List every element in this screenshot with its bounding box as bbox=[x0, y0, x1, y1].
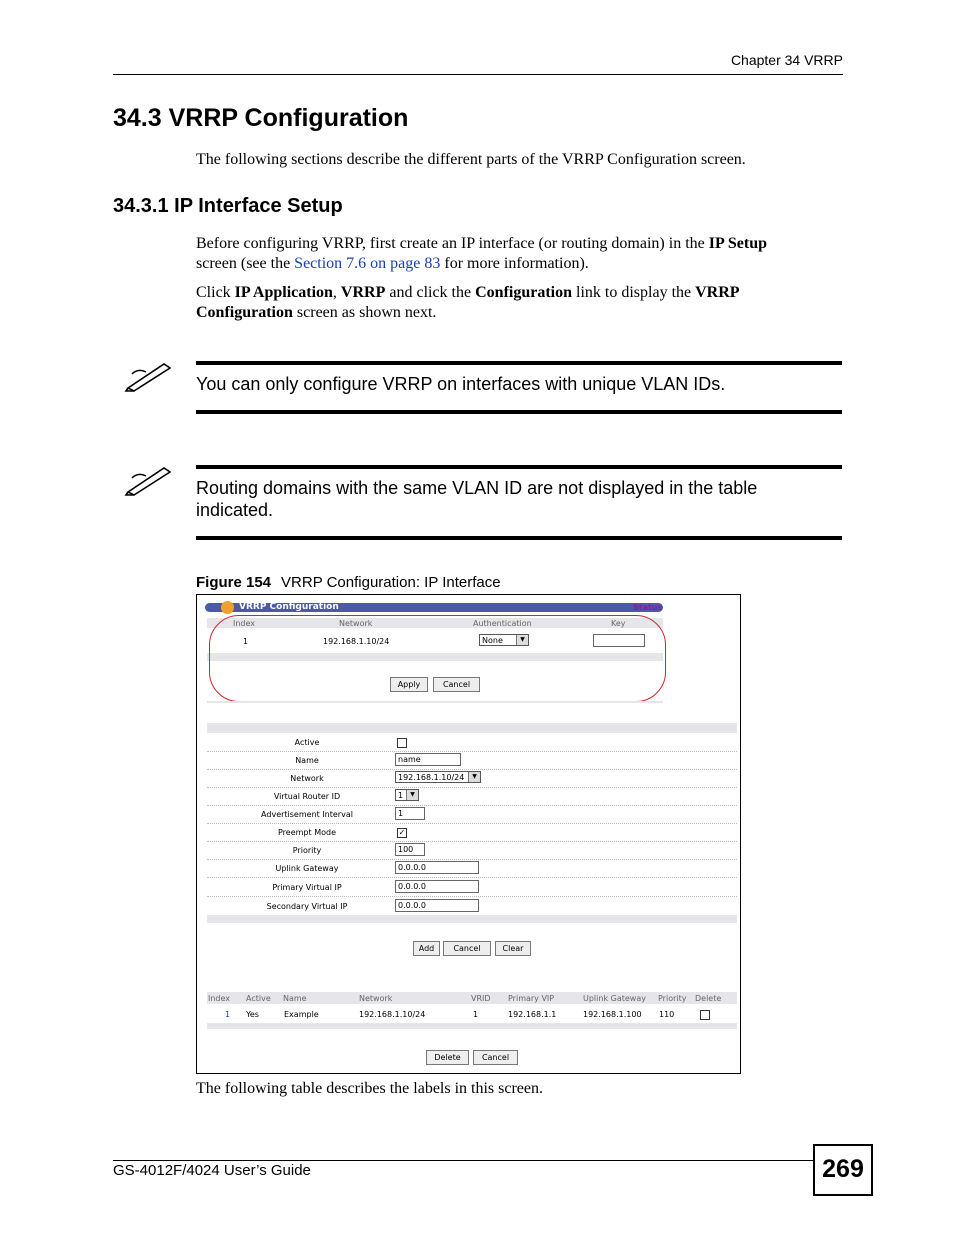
col-uplink: Uplink Gateway bbox=[583, 994, 646, 1003]
name-label: Name bbox=[295, 756, 319, 765]
network-select[interactable] bbox=[395, 771, 481, 783]
footer-rule bbox=[113, 1160, 813, 1161]
text: screen (see the bbox=[196, 255, 295, 272]
note-pen-icon bbox=[124, 360, 174, 392]
after-figure-text: The following table describes the labels in this screen. bbox=[196, 1080, 544, 1097]
row-uplink: 192.168.1.100 bbox=[583, 1010, 642, 1019]
primary-vip-input[interactable]: 0.0.0.0 bbox=[395, 880, 479, 893]
primary-vip-label: Primary Virtual IP bbox=[272, 883, 342, 892]
name-input[interactable]: name bbox=[395, 753, 461, 766]
intro-paragraph: The following sections describe the different parts of the VRRP Configuration screen. bbox=[196, 151, 746, 168]
bold-term: Configuration bbox=[196, 304, 293, 321]
uplink-label: Uplink Gateway bbox=[275, 864, 339, 873]
row-network bbox=[207, 769, 737, 788]
bold-term: IP Application bbox=[234, 284, 333, 301]
note-top-rule bbox=[196, 361, 842, 365]
row-vrid: 1 bbox=[473, 1010, 479, 1019]
apply-button[interactable]: Apply bbox=[390, 677, 428, 692]
text: , bbox=[332, 284, 341, 301]
uplink-input[interactable]: 0.0.0.0 bbox=[395, 861, 479, 874]
row-primary-vip: 192.168.1.1 bbox=[508, 1010, 557, 1019]
running-header: Chapter 34 VRRP bbox=[730, 52, 843, 68]
col-delete: Delete bbox=[695, 994, 722, 1003]
row-adv-interval bbox=[207, 805, 737, 824]
vrid-select[interactable] bbox=[395, 789, 419, 801]
row-name: Example bbox=[284, 1010, 319, 1019]
preempt-checkbox[interactable]: ✓ bbox=[398, 828, 406, 837]
select-value: None bbox=[482, 636, 503, 645]
active-checkbox[interactable] bbox=[397, 738, 407, 748]
priority-label: Priority bbox=[292, 846, 322, 855]
section-title: 34.3 VRRP Configuration bbox=[113, 104, 409, 132]
row-active bbox=[207, 733, 737, 752]
bold-term: Configuration bbox=[475, 284, 573, 301]
active-label: Active bbox=[294, 738, 320, 747]
col-active: Active bbox=[246, 994, 271, 1003]
delete-button[interactable]: Delete bbox=[426, 1050, 469, 1065]
cancel-button[interactable]: Cancel bbox=[443, 941, 491, 956]
section-link[interactable]: Section 7.6 on page 83 bbox=[294, 255, 441, 272]
paragraph-ip-setup bbox=[196, 234, 836, 274]
chevron-down-icon: ▼ bbox=[406, 790, 418, 800]
vrrp-screenshot bbox=[196, 594, 741, 1074]
row-preempt bbox=[207, 823, 737, 842]
delete-checkbox[interactable] bbox=[700, 1010, 710, 1020]
row-primary-vip bbox=[207, 878, 737, 897]
vrid-label: Virtual Router ID bbox=[273, 792, 341, 801]
note-bottom-rule bbox=[196, 536, 842, 540]
text: Before configuring VRRP, first create an IP interface (or routing domain) in the bbox=[196, 235, 709, 252]
col-authentication: Authentication bbox=[473, 619, 532, 628]
form-footer bbox=[207, 915, 737, 923]
col-priority: Priority bbox=[658, 994, 687, 1003]
figure-caption bbox=[196, 574, 501, 591]
col-primary-vip: Primary VIP bbox=[508, 994, 555, 1003]
figure-label: Figure 154 bbox=[196, 574, 272, 591]
secondary-vip-label: Secondary Virtual IP bbox=[266, 902, 348, 911]
col-index: Index bbox=[233, 619, 256, 628]
select-value: 192.168.1.10/24 bbox=[398, 773, 465, 782]
cancel-button[interactable]: Cancel bbox=[433, 677, 480, 692]
divider bbox=[207, 701, 663, 703]
preempt-label: Preempt Mode bbox=[278, 828, 336, 837]
note-text: Routing domains with the same VLAN ID are not displayed in the table indicated. bbox=[196, 478, 758, 520]
row-priority bbox=[207, 841, 737, 860]
text: and click the bbox=[385, 284, 476, 301]
col-vrid: VRID bbox=[471, 994, 491, 1003]
subsection-title: 34.3.1 IP Interface Setup bbox=[113, 195, 343, 217]
form-header bbox=[207, 723, 737, 733]
text: screen as shown next. bbox=[292, 304, 437, 321]
chevron-down-icon: ▼ bbox=[516, 635, 528, 645]
paragraph-click bbox=[196, 283, 836, 323]
add-button[interactable]: Add bbox=[413, 941, 440, 956]
text: for more information). bbox=[440, 255, 589, 272]
status-link[interactable]: Status bbox=[633, 603, 663, 612]
secondary-vip-input[interactable]: 0.0.0.0 bbox=[395, 899, 479, 912]
bold-term: VRRP bbox=[695, 284, 740, 301]
title-bullet-icon bbox=[221, 601, 234, 614]
screen-title: VRRP Configuration bbox=[239, 602, 339, 612]
row-secondary-vip bbox=[207, 897, 737, 916]
note-text: You can only configure VRRP on interfaces with unique VLAN IDs. bbox=[196, 374, 726, 394]
note-pen-icon bbox=[124, 464, 174, 496]
text: Click bbox=[196, 284, 235, 301]
header-rule bbox=[113, 74, 843, 75]
row-vrid bbox=[207, 787, 737, 806]
bold-term: IP Setup bbox=[708, 235, 767, 252]
bold-term: VRRP bbox=[340, 284, 386, 301]
priority-input[interactable]: 100 bbox=[395, 843, 425, 856]
note-top-rule bbox=[196, 465, 842, 469]
col-key: Key bbox=[611, 619, 626, 628]
col-name: Name bbox=[283, 994, 307, 1003]
adv-interval-label: Advertisement Interval bbox=[261, 810, 353, 819]
row-index: 1 bbox=[243, 637, 249, 646]
footer-guide-title: GS-4012F/4024 User’s Guide bbox=[113, 1162, 311, 1179]
cancel-button[interactable]: Cancel bbox=[473, 1050, 518, 1065]
select-value: 1 bbox=[398, 791, 404, 800]
highlight-oval bbox=[209, 615, 666, 702]
network-label: Network bbox=[290, 774, 324, 783]
text: link to display the bbox=[572, 284, 696, 301]
row-priority: 110 bbox=[659, 1010, 675, 1019]
col-network: Network bbox=[359, 994, 393, 1003]
page-number: 269 bbox=[813, 1144, 873, 1196]
clear-button[interactable]: Clear bbox=[495, 941, 531, 956]
row-network: 192.168.1.10/24 bbox=[359, 1010, 426, 1019]
divider bbox=[207, 1023, 737, 1029]
row-active: Yes bbox=[246, 1010, 259, 1019]
col-index: Index bbox=[208, 994, 231, 1003]
col-network: Network bbox=[339, 619, 373, 628]
chevron-down-icon: ▼ bbox=[468, 772, 480, 782]
row-uplink bbox=[207, 859, 737, 878]
row-network: 192.168.1.10/24 bbox=[323, 637, 390, 646]
row-name bbox=[207, 751, 737, 770]
note-bottom-rule bbox=[196, 410, 842, 414]
row-index-link[interactable]: 1 bbox=[225, 1010, 231, 1019]
figure-title: VRRP Configuration: IP Interface bbox=[281, 574, 501, 591]
adv-interval-input[interactable]: 1 bbox=[395, 807, 425, 820]
